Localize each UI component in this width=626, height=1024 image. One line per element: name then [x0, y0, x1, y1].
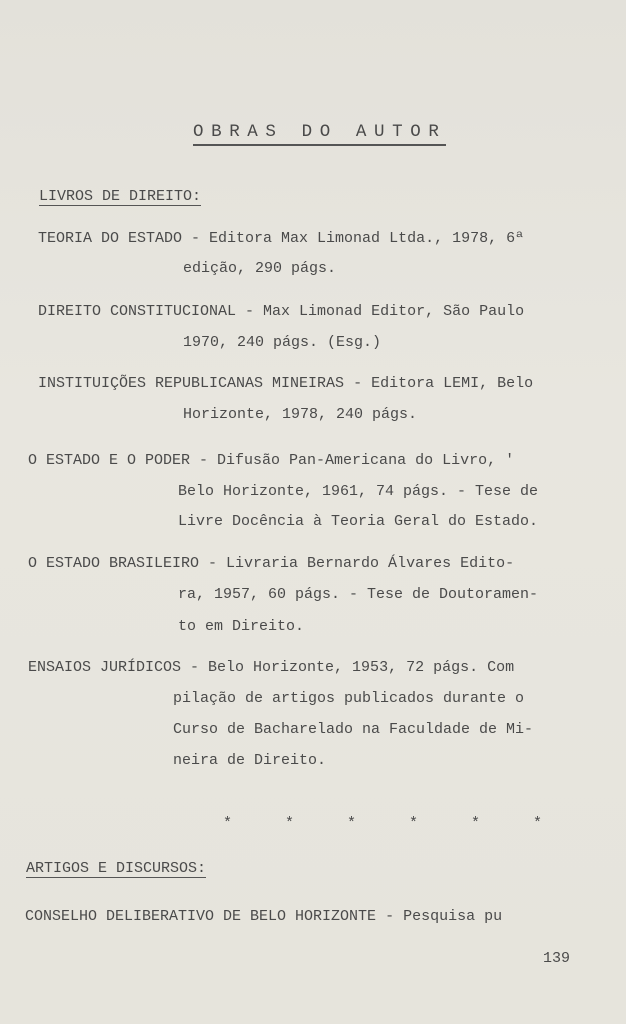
- page-number: 139: [543, 950, 571, 967]
- entry-line: ra, 1957, 60 págs. - Tese de Doutoramen-: [178, 586, 539, 603]
- entry-line: Belo Horizonte, 1961, 74 págs. - Tese de: [178, 483, 539, 500]
- entry-line: 1970, 240 págs. (Esg.): [183, 334, 382, 351]
- entry-conselho-deliberativo: CONSELHO DELIBERATIVO DE BELO HORIZONTE - Pesquisa pu: [25, 908, 503, 925]
- entry-line: pilação de artigos publicados durante o: [173, 690, 525, 707]
- entry-o-estado-e-o-poder: O ESTADO E O PODER - Difusão Pan-Americana do Livro, ': [28, 452, 515, 469]
- entry-line: edição, 290 págs.: [183, 260, 337, 277]
- entry-o-estado-brasileiro: O ESTADO BRASILEIRO - Livraria Bernardo Álvares Edito-: [28, 555, 515, 572]
- section-heading-livros: LIVROS DE DIREITO:: [39, 188, 202, 205]
- section-separator: * * * * * *: [223, 815, 565, 832]
- section-heading-artigos: ARTIGOS E DISCURSOS:: [26, 860, 207, 877]
- entry-direito-constitucional: DIREITO CONSTITUCIONAL - Max Limonad Editor, São Paulo: [38, 303, 525, 320]
- entry-line: Curso de Bacharelado na Faculdade de Mi-: [173, 721, 534, 738]
- entry-line: neira de Direito.: [173, 752, 327, 769]
- entry-line: Livre Docência à Teoria Geral do Estado.: [178, 513, 539, 530]
- entry-teoria-do-estado: TEORIA DO ESTADO - Editora Max Limonad Ltda., 1978, 6ª: [38, 230, 525, 247]
- page-title: OBRAS DO AUTOR: [193, 122, 446, 146]
- entry-ensaios-juridicos: ENSAIOS JURÍDICOS - Belo Horizonte, 1953, 72 págs. Com: [28, 659, 515, 676]
- entry-line: Horizonte, 1978, 240 págs.: [183, 406, 418, 423]
- entry-line: to em Direito.: [178, 618, 305, 635]
- entry-instituicoes-republicanas: INSTITUIÇÕES REPUBLICANAS MINEIRAS - Editora LEMI, Belo: [38, 375, 534, 392]
